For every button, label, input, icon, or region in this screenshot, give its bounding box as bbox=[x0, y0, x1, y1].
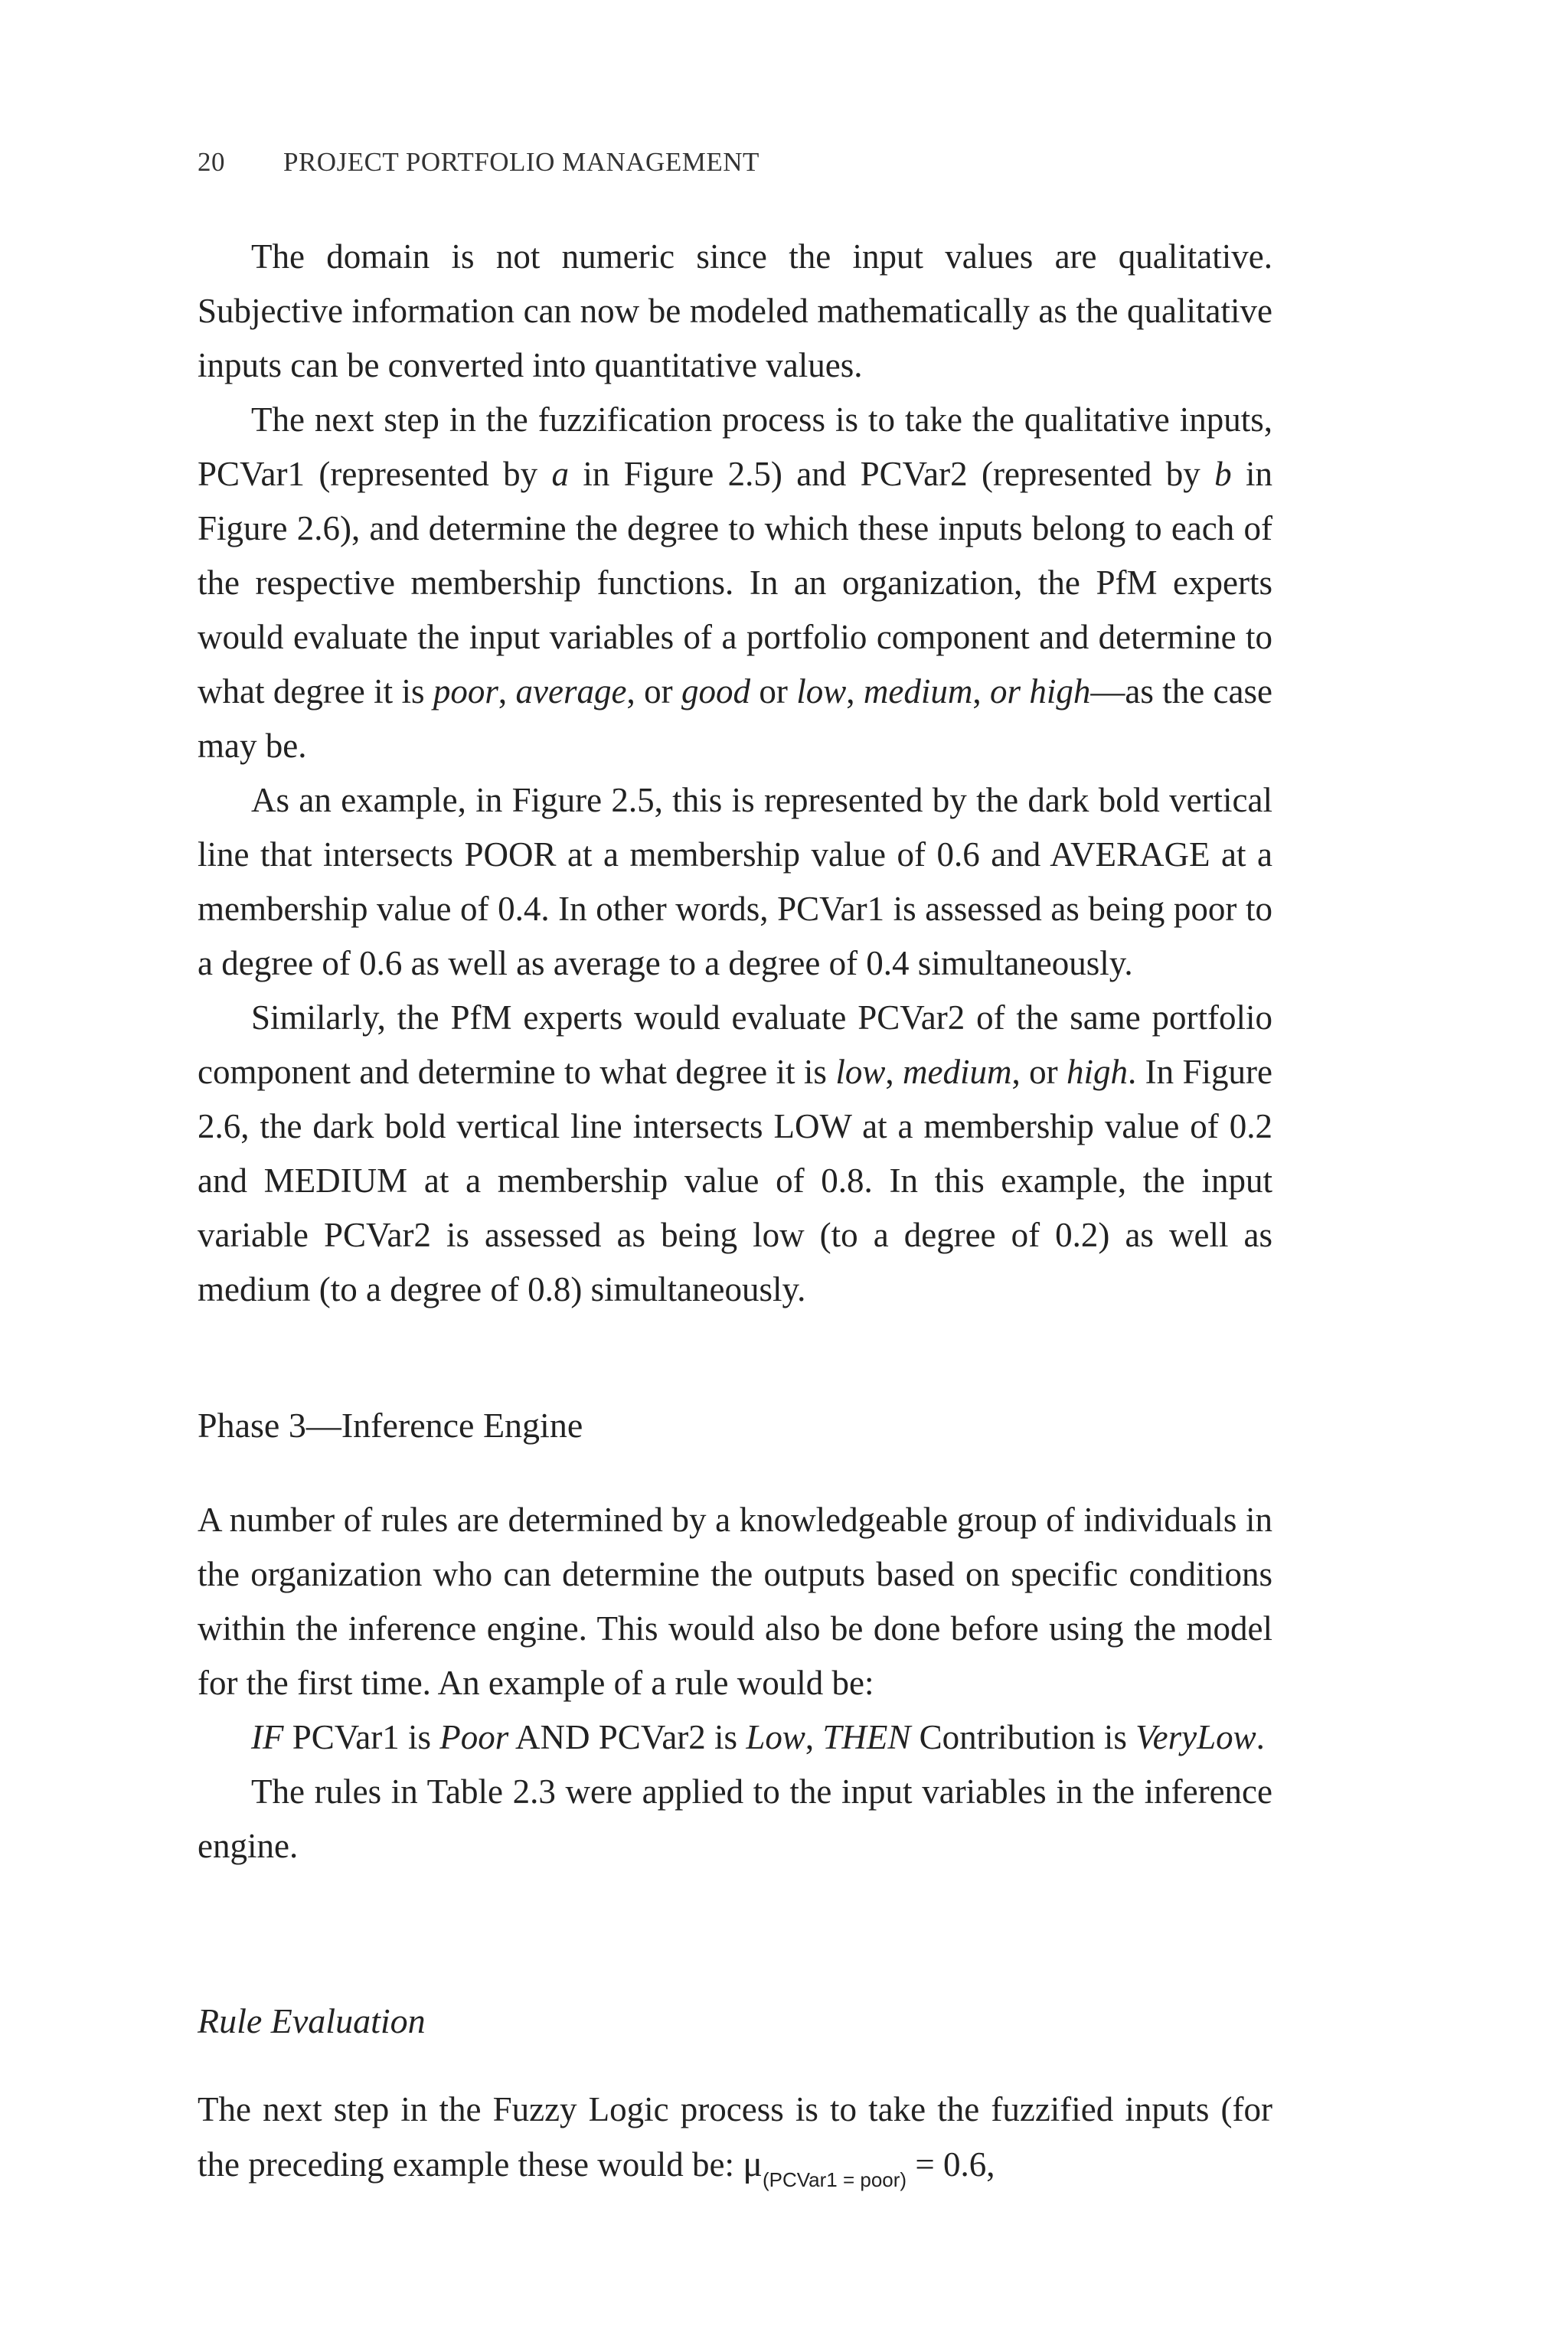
page-number: 20 bbox=[198, 147, 225, 177]
running-title: PROJECT PORTFOLIO MANAGEMENT bbox=[283, 147, 760, 177]
paragraph: A number of rules are determined by a knowledgeable group of individuals in the organization who can determine the outputs based on specific conditions within the inference engine. This would also be done before using the model for the first time. An example of a rule would be: bbox=[198, 1501, 1272, 1702]
paragraph: The next step in the Fuzzy Logic process is to take the fuzzified inputs (for the preceding example these would be: $\mu_{(PCVar1 = poor)} = 0.6$, bbox=[198, 2090, 1272, 2191]
paragraph: The rules in Table 2.3 were applied to the input variables in the inference engine. bbox=[198, 1772, 1272, 1865]
body-text-section-a bbox=[198, 230, 1272, 1317]
paragraph: Similarly, the PfM experts would evaluate PCVar2 of the same portfolio component and determine to what degree it is low, medium, or high. In Figure 2.6, the dark bold vertical line intersects LOW at a membership value of 0.2 and MEDIUM at a membership value of 0.8. In this example, the input variable PCVar2 is assessed as being low (to a degree of 0.2) as well as medium (to a degree of 0.8) simultaneously. bbox=[198, 998, 1272, 1308]
section-heading: Phase 3—Inference Engine bbox=[198, 1406, 583, 1445]
paragraph: As an example, in Figure 2.5, this is represented by the dark bold vertical line that intersects POOR at a membership value of 0.6 and AVERAGE at a membership value of 0.4. In other words, PCVar1 is assessed as being poor to a degree of 0.6 as well as average to a degree of 0.4 simultaneously. bbox=[198, 781, 1272, 982]
paragraph: The domain is not numeric since the input values are qualitative. Subjective information can now be modeled mathematically as the qualitative inputs can be converted into quantitative values. bbox=[198, 237, 1272, 384]
rule-example: IF PCVar1 is Poor AND PCVar2 is Low, THEN Contribution is VeryLow. bbox=[251, 1718, 1265, 1756]
running-header bbox=[198, 147, 760, 178]
subsection-heading: Rule Evaluation bbox=[198, 2001, 426, 2040]
mu-symbol: μ bbox=[743, 2144, 763, 2184]
body-text-rule-evaluation bbox=[198, 2082, 1272, 2207]
subscript: (PCVar1 = poor) bbox=[762, 2168, 907, 2191]
body-text-phase3 bbox=[198, 1493, 1272, 1873]
paragraph: The next step in the fuzzification process is to take the qualitative inputs, PCVar1 (represented by a in Figure 2.5) and PCVar2 (represented by b in Figure 2.6), and determine the degree to which these inputs belong to each of the respective membership functions. In an organization, the PfM experts would evaluate the input variables of a portfolio component and determine to what degree it is poor, average, or good or low, medium, or high—as the case may be. bbox=[198, 400, 1272, 765]
